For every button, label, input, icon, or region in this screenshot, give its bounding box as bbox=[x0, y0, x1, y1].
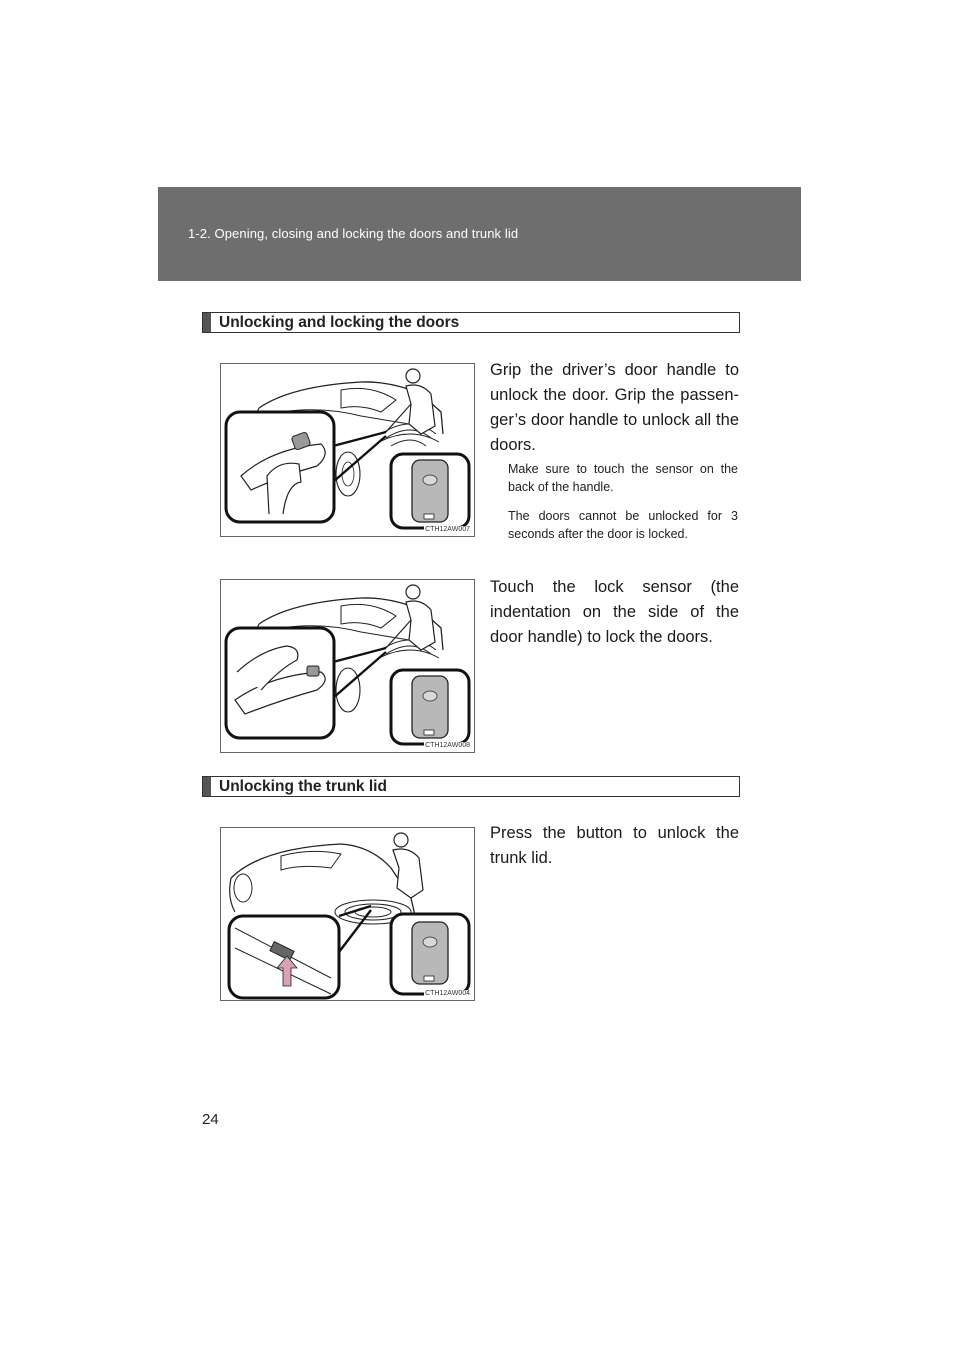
note-unlock-delay: The doors cannot be unlocked for 3 seconds after the door is locked. bbox=[508, 509, 738, 541]
figure-code: CTH12AW007 bbox=[425, 526, 470, 533]
section-heading-bar bbox=[203, 313, 211, 332]
illustration-touch-lock-sensor bbox=[221, 580, 475, 753]
figure-code: CTH12AW008 bbox=[425, 742, 470, 749]
instruction-text-grip-handle: Grip the driver’s door handle to unlock the door. Grip the passen-ger’s door handle to unlock all the doors. bbox=[490, 361, 739, 454]
instruction-text-touch-lock-sensor: Touch the lock sensor (the indentation on the side of the door handle) to lock the doors. bbox=[490, 578, 739, 646]
section-heading-unlocking-locking-doors bbox=[202, 312, 740, 333]
illustration-grip-handle bbox=[221, 364, 475, 537]
figure-grip-door-handle bbox=[220, 363, 475, 537]
section-heading-text: Unlocking the trunk lid bbox=[219, 778, 387, 795]
illustration-trunk-button bbox=[221, 828, 475, 1001]
section-heading-text: Unlocking and locking the doors bbox=[219, 314, 460, 331]
page-number: 24 bbox=[202, 1111, 219, 1128]
chapter-section-title: 1-2. Opening, closing and locking the doors and trunk lid bbox=[188, 226, 519, 241]
section-heading-unlocking-trunk-lid bbox=[202, 776, 740, 797]
figure-touch-lock-sensor bbox=[220, 579, 475, 753]
instruction-text-trunk-button: Press the button to unlock the trunk lid. bbox=[490, 824, 739, 867]
note-touch-sensor: Make sure to touch the sensor on the back of the handle. bbox=[508, 462, 738, 494]
figure-trunk-button bbox=[220, 827, 475, 1001]
section-heading-bar bbox=[203, 777, 211, 796]
figure-code: CTH12AW004 bbox=[425, 990, 470, 997]
chapter-header-band bbox=[158, 187, 801, 281]
